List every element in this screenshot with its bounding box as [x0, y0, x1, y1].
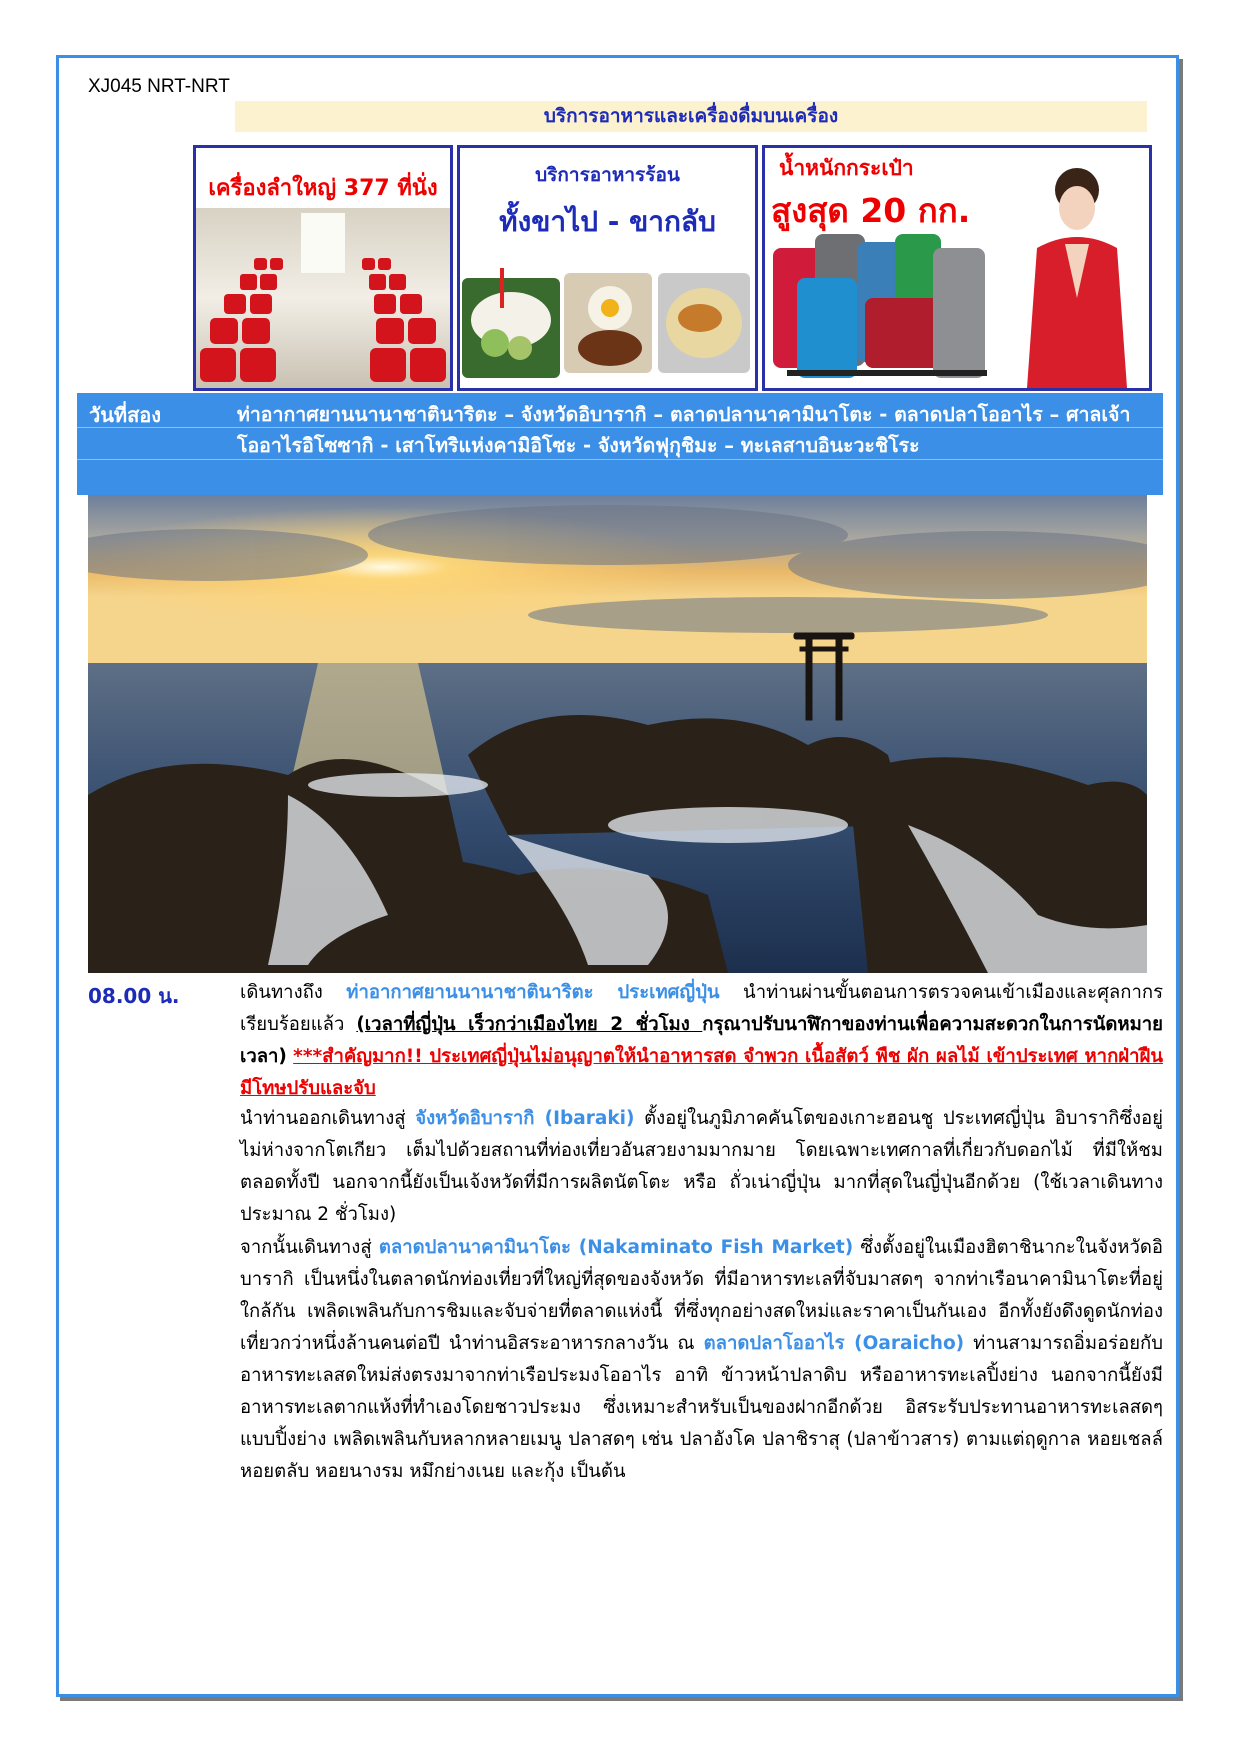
schedule-time: 08.00 น.: [88, 984, 180, 1008]
promo-baggage-line1: น้ำหนักกระเป๋า: [779, 156, 914, 180]
food-import-warning: ***สำคัญมาก!! ประเทศญี่ปุ่นไม่อนุญาตให้นำอาหารสด จำพวก เนื้อสัตว์ พืช ผัก ผลไม้ เข้าประเทศ หากฝ่าฝืนมีโทษปรับและจับ: [240, 1046, 1163, 1099]
promo-meals: [457, 145, 758, 391]
market-text: จากนั้นเดินทางสู่: [240, 1237, 379, 1258]
time-difference-note: (เวลาที่ญี่ปุ่น เร็วกว่าเมืองไทย 2 ชั่วโมง: [356, 1014, 703, 1035]
promo-baggage-line2: สูงสุด 20 กก.: [771, 191, 971, 230]
nakaminato-highlight: ตลาดปลานาคามินาโตะ (Nakaminato Fish Market): [378, 1237, 854, 1258]
day-itinerary: ท่าอากาศยานนานาชาตินาริตะ – จังหวัดอิบารากิ – ตลาดปลานาคามินาโตะ - ตลาดปลาโออาไร – ศาลเจ้าโออาไรอิโซซากิ - เสาโทริแห่งคามิอิโซะ - จังหวัดฟุกุชิมะ – ทะเลสาบอินะวะชิโระ: [237, 403, 1131, 457]
arrival-paragraph: [240, 977, 1163, 1105]
cabin-seats-image: [196, 208, 450, 391]
promo-baggage: [762, 145, 1152, 391]
ibaraki-paragraph: [240, 1103, 1163, 1231]
ibaraki-text-2: ตั้งอยู่ในภูมิภาคคันโตของเกาะฮอนชู ประเทศญี่ปุ่น อิบารากิซึ่งอยู่ไม่ห่างจากโตเกียว เต็มไปด้วยสถานที่ท่องเที่ยวอันสวยงามมากมาย โดยเฉพาะเทศกาลที่เกี่ยวกับดอกไม้ ที่มีให้ชมตลอดทั้งปี นอกจากนี้ยังเป็นเจ้งหวัดที่มีการผลิตนัตโตะ หรือ ถั่วเน่าญี่ปุ่น มากที่สุดในญี่ปุ่นอีกด้วย (ใช้เวลาเดินทางประมาณ 2 ชั่วโมง): [240, 1108, 1163, 1225]
adjust-watch-note: กรุณาปรับนาฬิกาของท่านเพื่อความสะดวกในการนัดหมายเวลา): [240, 1014, 1163, 1067]
tour-code: XJ045 NRT-NRT: [88, 76, 230, 97]
day-label: วันที่สอง: [89, 403, 162, 427]
promo-aircraft: [193, 145, 453, 391]
market-text-2: ซึ่งตั้งอยู่ในเมืองฮิตาชินากะในจังหวัดอิบารากิ เป็นหนึ่งในตลาดนักท่องเที่ยวที่ใหญ่ที่สุดของจังหวัด ที่มีอาหารทะเลที่จับมาสดๆ จากท่าเรือนาคามินาโตะที่อยู่ใกล้กัน เพลิดเพลินกับการชิมและจับจ่ายที่ตลาดแห่งนี้ ที่ซึ่งทุกอย่างสดใหม่และราคาเป็นกันเอง อีกทั้งยังดึงดูดนักท่องเที่ยวกว่าหนึ่งล้านคนต่อปี นำท่านอิสระอาหารกลางวัน ณ: [240, 1237, 1163, 1354]
promo-meals-line2: ทั้งขาไป - ขากลับ: [499, 205, 716, 238]
arrival-text-2: นำท่านผ่านขั้นตอนการตรวจคนเข้าเมืองและศุลกากร เรียบร้อยแล้ว: [240, 982, 1164, 1035]
torii-sunrise-photo: [88, 495, 1147, 973]
day-header-band: [77, 393, 1163, 495]
market-text-3: ท่านสามารถอิ่มอร่อยกับอาหารทะเลสดใหม่ส่งตรงมาจากท่าเรือประมงโออาไร อาทิ ข้าวหน้าปลาดิบ หรืออาหารทะเลปิ้งย่าง นอกจากนี้ยังมีอาหารทะเลตากแห้งที่ทำเองโดยชาวประมง ซึ่งเหมาะสำหรับเป็นของฝากอีกด้วย อิสระรับประทานอาหารทะเลสดๆ แบบปิ้งย่าง เพลิดเพลินกับหลากหลายเมนู ปลาสดๆ เช่น ปลาอังโค ปลาชิราสุ (ปลาข้าวสาร) ตามแต่ฤดูกาล หอยเชลล์ หอยตลับ หอยนางรม หมึกย่างเนย และกุ้ง เป็นต้น: [240, 1333, 1163, 1482]
oaraicho-highlight: ตลาดปลาโออาไร (Oaraicho): [703, 1333, 965, 1354]
service-title: บริการอาหารและเครื่องดื่มบนเครื่อง: [235, 101, 1147, 132]
ibaraki-text: นำท่านออกเดินทางสู่: [240, 1108, 416, 1129]
fish-market-paragraph: [240, 1232, 1163, 1488]
ibaraki-highlight: จังหวัดอิบารากิ (Ibaraki): [415, 1108, 635, 1129]
promo-meals-line1: บริการอาหารร้อน: [535, 164, 680, 186]
arrival-text: เดินทางถึง: [240, 982, 347, 1003]
arrival-airport-highlight: ท่าอากาศยานนานาชาตินาริตะ ประเทศญี่ปุ่น: [346, 982, 720, 1003]
promo-aircraft-title: เครื่องลำใหญ่ 377 ที่นั่ง: [208, 176, 438, 201]
meal-trays-image: [460, 248, 755, 388]
luggage-attendant-image: [765, 148, 1149, 388]
